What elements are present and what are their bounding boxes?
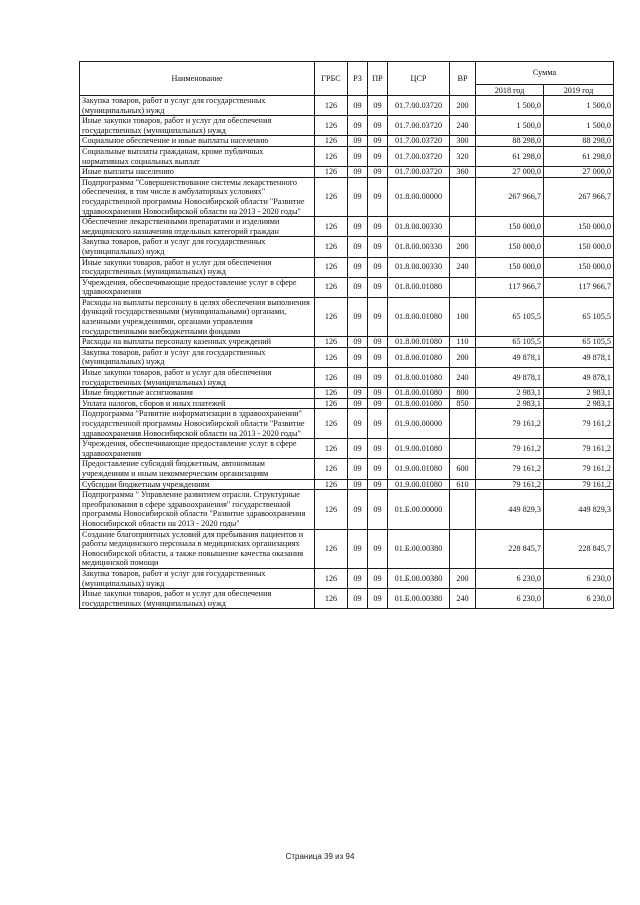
- cell-sum-2019: 117 966,7: [544, 277, 614, 297]
- cell-vr: 240: [450, 116, 476, 136]
- cell-name: Иные закупки товаров, работ и услуг для обеспечения государственных (муниципальных) нужд: [80, 257, 315, 277]
- table-body: [80, 96, 614, 609]
- cell-sum-2018: 150 000,0: [476, 217, 544, 237]
- cell-vr: 110: [450, 337, 476, 348]
- cell-sum-2018: 228 845,7: [476, 529, 544, 568]
- cell-grbs: 126: [315, 398, 348, 409]
- cell-grbs: 126: [315, 439, 348, 459]
- table-row: [80, 167, 614, 178]
- cell-pr: 09: [368, 237, 388, 257]
- cell-grbs: 126: [315, 529, 348, 568]
- cell-sum-2019: 27 000,0: [544, 167, 614, 178]
- cell-name: Расходы на выплаты персоналу казенных учреждений: [80, 337, 315, 348]
- cell-name: Субсидии бюджетным учреждениям: [80, 479, 315, 490]
- cell-pr: 09: [368, 277, 388, 297]
- table-row: [80, 459, 614, 479]
- cell-sum-2018: 150 000,0: [476, 257, 544, 277]
- cell-name: Иные закупки товаров, работ и услуг для обеспечения государственных (муниципальных) нужд: [80, 368, 315, 388]
- header-grbs: ГРБС: [315, 62, 348, 96]
- cell-name: Предоставление субсидий бюджетным, автономным учреждениям и иным некоммерческим организациям: [80, 459, 315, 479]
- cell-sum-2019: 65 105,5: [544, 297, 614, 336]
- cell-pr: 09: [368, 459, 388, 479]
- cell-grbs: 126: [315, 146, 348, 166]
- cell-vr: [450, 277, 476, 297]
- cell-name: Учреждения, обеспечивающие предоставление услуг в сфере здравоохранения: [80, 277, 315, 297]
- cell-pr: 09: [368, 217, 388, 237]
- cell-pr: 09: [368, 568, 388, 588]
- cell-rz: 09: [348, 136, 368, 147]
- cell-sum-2019: 79 161,2: [544, 439, 614, 459]
- cell-sum-2019: 228 845,7: [544, 529, 614, 568]
- cell-sum-2018: 79 161,2: [476, 439, 544, 459]
- cell-name: Закупка товаров, работ и услуг для государственных (муниципальных) нужд: [80, 237, 315, 257]
- header-year-2019: 2019 год: [544, 85, 614, 96]
- cell-sum-2018: 49 878,1: [476, 368, 544, 388]
- cell-sum-2018: 6 230,0: [476, 589, 544, 609]
- cell-name: Закупка товаров, работ и услуг для государственных (муниципальных) нужд: [80, 347, 315, 367]
- cell-pr: 09: [368, 409, 388, 439]
- cell-rz: 09: [348, 217, 368, 237]
- cell-csr: 01.7.00.03720: [388, 96, 450, 116]
- cell-sum-2019: 79 161,2: [544, 459, 614, 479]
- cell-sum-2019: 150 000,0: [544, 237, 614, 257]
- cell-grbs: 126: [315, 409, 348, 439]
- header-vr: ВР: [450, 62, 476, 96]
- cell-sum-2019: 1 500,0: [544, 96, 614, 116]
- cell-grbs: 126: [315, 459, 348, 479]
- cell-rz: 09: [348, 368, 368, 388]
- cell-rz: 09: [348, 459, 368, 479]
- cell-pr: 09: [368, 257, 388, 277]
- cell-rz: 09: [348, 297, 368, 336]
- cell-pr: 09: [368, 136, 388, 147]
- cell-grbs: 126: [315, 347, 348, 367]
- table-row: [80, 237, 614, 257]
- cell-sum-2018: 79 161,2: [476, 409, 544, 439]
- cell-sum-2019: 6 230,0: [544, 568, 614, 588]
- cell-grbs: 126: [315, 589, 348, 609]
- cell-grbs: 126: [315, 568, 348, 588]
- cell-csr: 01.8.00.01080: [388, 297, 450, 336]
- cell-name: Иные закупки товаров, работ и услуг для обеспечения государственных (муниципальных) нужд: [80, 116, 315, 136]
- cell-sum-2018: 117 966,7: [476, 277, 544, 297]
- cell-csr: 01.7.00.03720: [388, 167, 450, 178]
- cell-name: Иные выплаты населению: [80, 167, 315, 178]
- cell-rz: 09: [348, 529, 368, 568]
- cell-pr: 09: [368, 167, 388, 178]
- cell-sum-2018: 27 000,0: [476, 167, 544, 178]
- cell-csr: 01.8.00.00000: [388, 177, 450, 216]
- cell-grbs: 126: [315, 177, 348, 216]
- cell-vr: 850: [450, 398, 476, 409]
- cell-grbs: 126: [315, 277, 348, 297]
- cell-grbs: 126: [315, 116, 348, 136]
- table-row: [80, 177, 614, 216]
- cell-sum-2018: 267 966,7: [476, 177, 544, 216]
- cell-rz: 09: [348, 479, 368, 490]
- cell-rz: 09: [348, 167, 368, 178]
- cell-pr: 09: [368, 177, 388, 216]
- cell-csr: 01.9.00.01080: [388, 459, 450, 479]
- cell-rz: 09: [348, 409, 368, 439]
- cell-rz: 09: [348, 237, 368, 257]
- cell-name: Расходы на выплаты персоналу в целях обеспечения выполнения функций государственными (муниципальными) органами, казенными учреждениями, органами управления государственными внебюджетными фондами: [80, 297, 315, 336]
- table-row: [80, 217, 614, 237]
- cell-sum-2018: 79 161,2: [476, 459, 544, 479]
- cell-rz: 09: [348, 439, 368, 459]
- table-row: [80, 337, 614, 348]
- cell-vr: 240: [450, 257, 476, 277]
- table-row: [80, 490, 614, 529]
- table-row: [80, 589, 614, 609]
- cell-sum-2019: 79 161,2: [544, 479, 614, 490]
- cell-sum-2019: 88 298,0: [544, 136, 614, 147]
- cell-pr: 09: [368, 388, 388, 399]
- cell-pr: 09: [368, 146, 388, 166]
- table-row: [80, 297, 614, 336]
- cell-sum-2018: 1 500,0: [476, 116, 544, 136]
- cell-sum-2019: 65 105,5: [544, 337, 614, 348]
- cell-csr: 01.7.00.03720: [388, 116, 450, 136]
- cell-csr: 01.Б.00.00380: [388, 589, 450, 609]
- cell-sum-2018: 150 000,0: [476, 237, 544, 257]
- cell-sum-2019: 49 878,1: [544, 347, 614, 367]
- cell-grbs: 126: [315, 217, 348, 237]
- cell-pr: 09: [368, 398, 388, 409]
- cell-rz: 09: [348, 177, 368, 216]
- table-row: [80, 257, 614, 277]
- cell-sum-2018: 61 298,0: [476, 146, 544, 166]
- cell-name: Закупка товаров, работ и услуг для государственных (муниципальных) нужд: [80, 96, 315, 116]
- cell-grbs: 126: [315, 368, 348, 388]
- table-row: [80, 116, 614, 136]
- cell-sum-2019: 449 829,3: [544, 490, 614, 529]
- cell-csr: 01.Б.00.00000: [388, 490, 450, 529]
- cell-pr: 09: [368, 490, 388, 529]
- cell-vr: 800: [450, 388, 476, 399]
- cell-pr: 09: [368, 439, 388, 459]
- cell-pr: 09: [368, 479, 388, 490]
- cell-vr: [450, 529, 476, 568]
- cell-vr: 320: [450, 146, 476, 166]
- cell-vr: 200: [450, 347, 476, 367]
- cell-pr: 09: [368, 96, 388, 116]
- cell-rz: 09: [348, 398, 368, 409]
- cell-pr: 09: [368, 337, 388, 348]
- cell-vr: 360: [450, 167, 476, 178]
- cell-name: Подпрограмма "Совершенствование системы лекарственного обеспечения, в том числе в амбулаторных условиях" государственной программы Новосибирской области "Развитие здравоохранения Новосибирской области на 2013 - 2020 годы": [80, 177, 315, 216]
- cell-name: Закупка товаров, работ и услуг для государственных (муниципальных) нужд: [80, 568, 315, 588]
- cell-sum-2018: 449 829,3: [476, 490, 544, 529]
- cell-grbs: 126: [315, 237, 348, 257]
- cell-sum-2018: 65 105,5: [476, 297, 544, 336]
- cell-vr: 300: [450, 136, 476, 147]
- header-name: Наименование: [80, 62, 315, 96]
- cell-name: Иные закупки товаров, работ и услуг для обеспечения государственных (муниципальных) нужд: [80, 589, 315, 609]
- cell-csr: 01.Б.00.00380: [388, 529, 450, 568]
- cell-sum-2018: 88 298,0: [476, 136, 544, 147]
- cell-vr: [450, 177, 476, 216]
- cell-grbs: 126: [315, 257, 348, 277]
- table-row: [80, 347, 614, 367]
- cell-grbs: 126: [315, 96, 348, 116]
- cell-name: Уплата налогов, сборов и иных платежей: [80, 398, 315, 409]
- page-footer: Страница 39 из 94: [285, 852, 355, 861]
- cell-sum-2019: 150 000,0: [544, 257, 614, 277]
- cell-vr: [450, 409, 476, 439]
- cell-rz: 09: [348, 347, 368, 367]
- table-row: [80, 96, 614, 116]
- cell-rz: 09: [348, 116, 368, 136]
- cell-csr: 01.8.00.01080: [388, 337, 450, 348]
- table-row: [80, 277, 614, 297]
- table-row: [80, 398, 614, 409]
- header-pr: ПР: [368, 62, 388, 96]
- table-row: [80, 136, 614, 147]
- cell-name: Социальное обеспечение и иные выплаты населению: [80, 136, 315, 147]
- cell-csr: 01.9.00.00000: [388, 409, 450, 439]
- table-row: [80, 479, 614, 490]
- cell-rz: 09: [348, 589, 368, 609]
- cell-sum-2018: 2 983,1: [476, 388, 544, 399]
- table-row: [80, 146, 614, 166]
- cell-grbs: 126: [315, 479, 348, 490]
- cell-csr: 01.9.00.01080: [388, 479, 450, 490]
- cell-vr: 200: [450, 96, 476, 116]
- cell-grbs: 126: [315, 388, 348, 399]
- cell-csr: 01.Б.00.00380: [388, 568, 450, 588]
- cell-grbs: 126: [315, 490, 348, 529]
- cell-csr: 01.8.00.01080: [388, 368, 450, 388]
- cell-csr: 01.7.00.03720: [388, 146, 450, 166]
- cell-grbs: 126: [315, 167, 348, 178]
- cell-sum-2019: 49 878,1: [544, 368, 614, 388]
- cell-rz: 09: [348, 146, 368, 166]
- cell-vr: [450, 490, 476, 529]
- cell-vr: [450, 439, 476, 459]
- cell-name: Создание благоприятных условий для пребывания пациентов и работы медицинского персонала в медицинских организациях Новосибирской области, а также повышение качества оказания медицинской помощи: [80, 529, 315, 568]
- cell-grbs: 126: [315, 297, 348, 336]
- cell-vr: 240: [450, 589, 476, 609]
- cell-vr: 610: [450, 479, 476, 490]
- header-rz: РЗ: [348, 62, 368, 96]
- table-row: [80, 388, 614, 399]
- header-csr: ЦСР: [388, 62, 450, 96]
- cell-sum-2019: 2 983,1: [544, 398, 614, 409]
- cell-csr: 01.8.00.00330: [388, 237, 450, 257]
- table-row: [80, 409, 614, 439]
- cell-sum-2019: 61 298,0: [544, 146, 614, 166]
- cell-sum-2019: 79 161,2: [544, 409, 614, 439]
- cell-pr: 09: [368, 529, 388, 568]
- cell-name: Учреждения, обеспечивающие предоставление услуг в сфере здравоохранения: [80, 439, 315, 459]
- cell-pr: 09: [368, 589, 388, 609]
- cell-pr: 09: [368, 297, 388, 336]
- cell-grbs: 126: [315, 337, 348, 348]
- cell-rz: 09: [348, 388, 368, 399]
- cell-pr: 09: [368, 347, 388, 367]
- cell-rz: 09: [348, 337, 368, 348]
- cell-rz: 09: [348, 568, 368, 588]
- header-year-2018: 2018 год: [476, 85, 544, 96]
- cell-csr: 01.9.00.01080: [388, 439, 450, 459]
- cell-vr: 200: [450, 237, 476, 257]
- cell-sum-2018: 1 500,0: [476, 96, 544, 116]
- cell-name: Иные бюджетные ассигнования: [80, 388, 315, 399]
- cell-name: Обеспечение лекарственными препаратами и изделиями медицинского назначения отдельных категорий граждан: [80, 217, 315, 237]
- cell-rz: 09: [348, 490, 368, 529]
- cell-vr: 240: [450, 368, 476, 388]
- cell-sum-2019: 2 983,1: [544, 388, 614, 399]
- cell-csr: 01.7.00.03720: [388, 136, 450, 147]
- cell-sum-2019: 6 230,0: [544, 589, 614, 609]
- cell-csr: 01.8.00.00330: [388, 257, 450, 277]
- table-row: [80, 368, 614, 388]
- cell-sum-2018: 2 983,1: [476, 398, 544, 409]
- cell-sum-2018: 49 878,1: [476, 347, 544, 367]
- cell-csr: 01.8.00.01080: [388, 277, 450, 297]
- cell-csr: 01.8.00.01080: [388, 347, 450, 367]
- cell-csr: 01.8.00.01080: [388, 398, 450, 409]
- cell-vr: 600: [450, 459, 476, 479]
- cell-grbs: 126: [315, 136, 348, 147]
- cell-name: Социальные выплаты гражданам, кроме публичных нормативных социальных выплат: [80, 146, 315, 166]
- cell-vr: [450, 217, 476, 237]
- cell-csr: 01.8.00.00330: [388, 217, 450, 237]
- cell-name: Подпрограмма " Управление развитием отрасли. Структурные преобразования в сфере здравоохранения" государственной программы Новосибирской области "Развитие здравоохранения Новосибирской области на 2013 - 2020 годы": [80, 490, 315, 529]
- cell-csr: 01.8.00.01080: [388, 388, 450, 399]
- cell-pr: 09: [368, 116, 388, 136]
- cell-sum-2018: 79 161,2: [476, 479, 544, 490]
- cell-sum-2018: 65 105,5: [476, 337, 544, 348]
- cell-sum-2019: 150 000,0: [544, 217, 614, 237]
- header-sum: Сумма: [476, 62, 614, 85]
- table-row: [80, 439, 614, 459]
- cell-sum-2019: 1 500,0: [544, 116, 614, 136]
- table-row: [80, 568, 614, 588]
- cell-vr: 200: [450, 568, 476, 588]
- budget-table: [79, 61, 614, 609]
- cell-rz: 09: [348, 257, 368, 277]
- cell-rz: 09: [348, 277, 368, 297]
- cell-vr: 100: [450, 297, 476, 336]
- cell-sum-2019: 267 966,7: [544, 177, 614, 216]
- cell-sum-2018: 6 230,0: [476, 568, 544, 588]
- cell-rz: 09: [348, 96, 368, 116]
- cell-pr: 09: [368, 368, 388, 388]
- cell-name: Подпрограмма "Развитие информатизации в здравоохранении" государственной программы Новосибирской области "Развитие здравоохранения Новосибирской области на 2013 - 2020 годы": [80, 409, 315, 439]
- table-row: [80, 529, 614, 568]
